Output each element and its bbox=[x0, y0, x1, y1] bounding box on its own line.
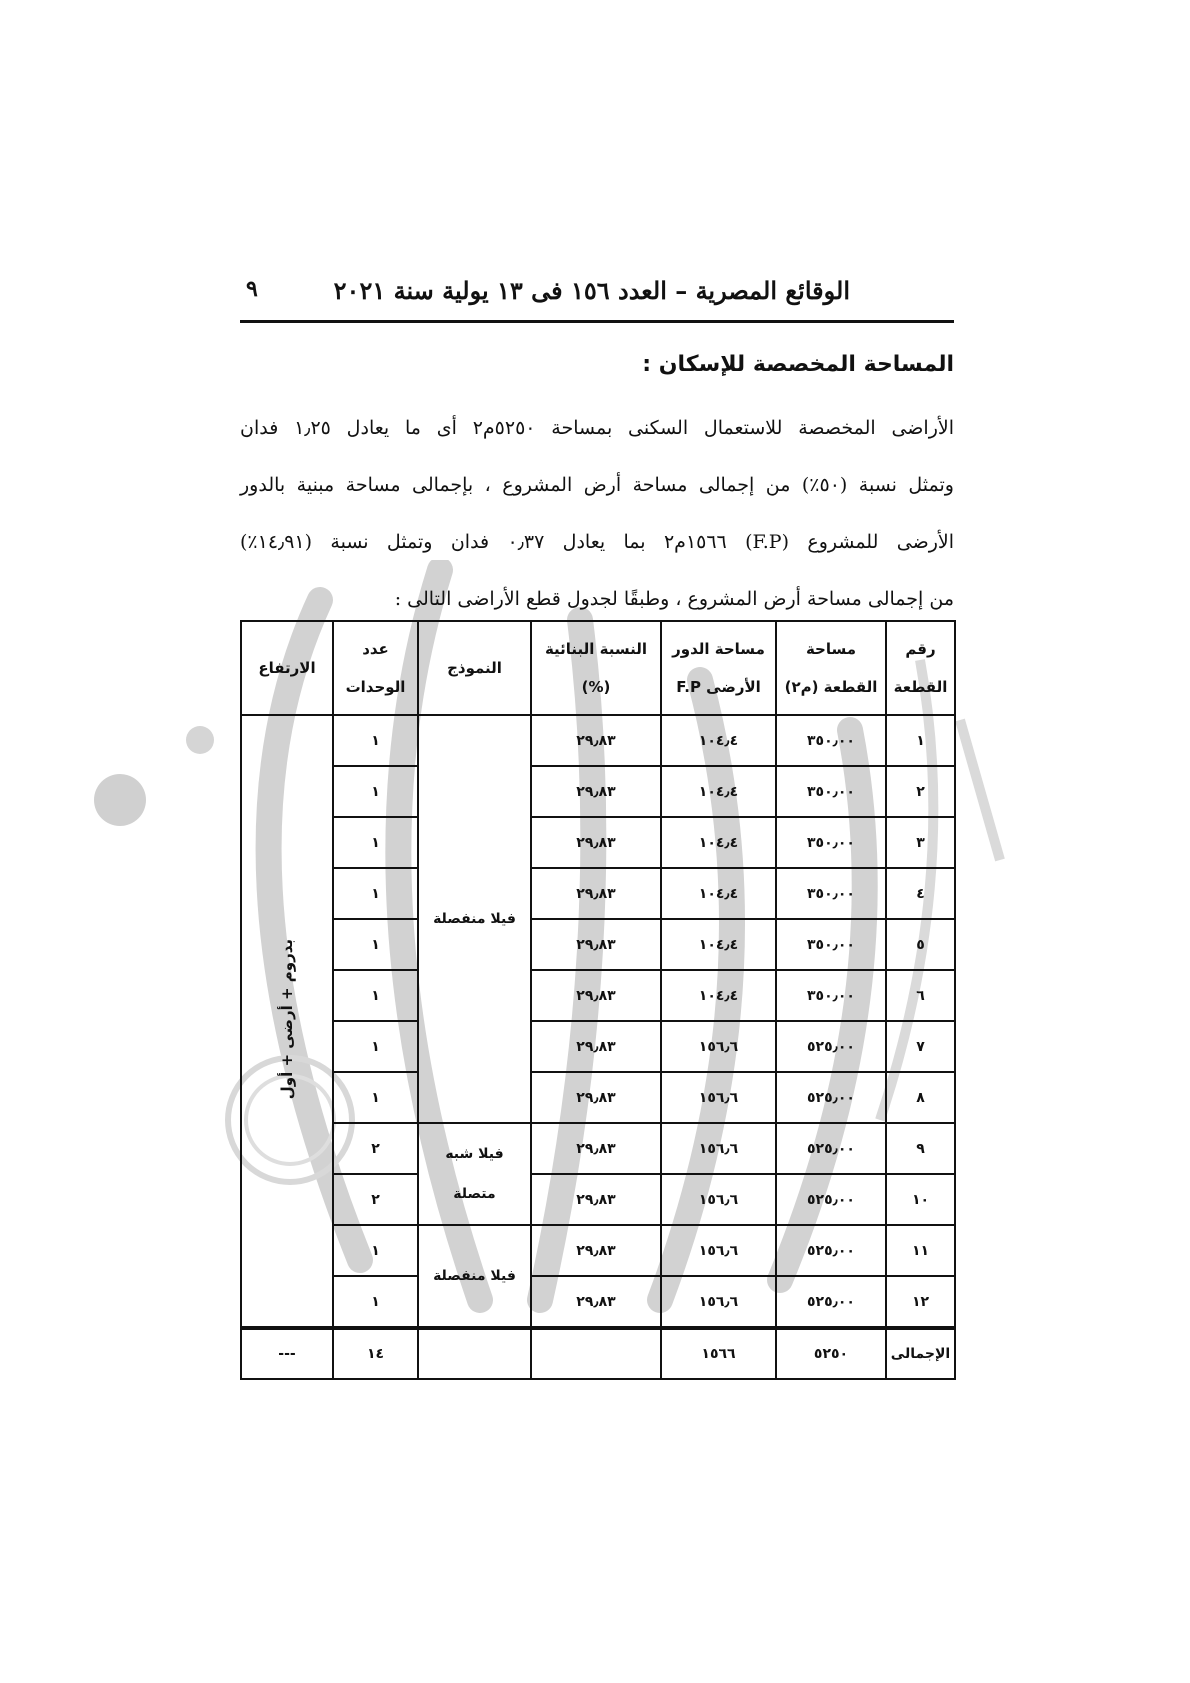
cell-ratio: ٢٩٫٨٣ bbox=[531, 868, 661, 919]
cell-units: ١ bbox=[333, 868, 418, 919]
cell-units: ١ bbox=[333, 970, 418, 1021]
cell-ratio: ٢٩٫٨٣ bbox=[531, 1174, 661, 1225]
header-building-ratio: النسبة البنائية (%) bbox=[531, 621, 661, 715]
cell-ground-area: ١٠٤٫٤ bbox=[661, 766, 776, 817]
page-header bbox=[240, 272, 954, 323]
table-row bbox=[241, 919, 955, 970]
cell-units: ١ bbox=[333, 715, 418, 766]
cell-ratio: ٢٩٫٨٣ bbox=[531, 1021, 661, 1072]
table-row bbox=[241, 970, 955, 1021]
paragraph-line: من إجمالى مساحة أرض المشروع ، وطبقًا لجدول قطع الأراضى التالى : bbox=[394, 588, 954, 610]
cell-plot-area: ٥٢٥٫٠٠ bbox=[776, 1276, 886, 1328]
paragraph-line: الأراضى المخصصة للاستعمال السكنى بمساحة ٥٢٥٠م٢ أى ما يعادل ١٫٢٥ فدان bbox=[240, 417, 954, 439]
cell-ground-area: ١٥٦٫٦ bbox=[661, 1225, 776, 1276]
cell-plot-number: ٥ bbox=[886, 919, 955, 970]
cell-units: ١ bbox=[333, 1276, 418, 1328]
cell-model-semi-detached: فيلا شبه متصلة bbox=[418, 1123, 531, 1225]
cell-units: ١ bbox=[333, 1225, 418, 1276]
cell-units: ١ bbox=[333, 1072, 418, 1123]
cell-units: ١ bbox=[333, 766, 418, 817]
cell-plot-number: ٤ bbox=[886, 868, 955, 919]
total-ground-area: ١٥٦٦ bbox=[661, 1328, 776, 1379]
cell-plot-number: ١ bbox=[886, 715, 955, 766]
cell-plot-number: ١٠ bbox=[886, 1174, 955, 1225]
cell-ratio: ٢٩٫٨٣ bbox=[531, 766, 661, 817]
cell-ratio: ٢٩٫٨٣ bbox=[531, 715, 661, 766]
header-ground-floor-area: مساحة الدور الأرضى F.P bbox=[661, 621, 776, 715]
table-row bbox=[241, 817, 955, 868]
cell-units: ٢ bbox=[333, 1123, 418, 1174]
cell-ground-area: ١٠٤٫٤ bbox=[661, 919, 776, 970]
cell-ratio: ٢٩٫٨٣ bbox=[531, 817, 661, 868]
cell-model-detached: فيلا منفصلة bbox=[418, 715, 531, 1123]
cell-ground-area: ١٠٤٫٤ bbox=[661, 970, 776, 1021]
cell-plot-area: ٣٥٠٫٠٠ bbox=[776, 715, 886, 766]
table-header-row bbox=[241, 621, 955, 715]
cell-height bbox=[241, 715, 333, 1328]
cell-ratio: ٢٩٫٨٣ bbox=[531, 1276, 661, 1328]
cell-units: ٢ bbox=[333, 1174, 418, 1225]
cell-ratio: ٢٩٫٨٣ bbox=[531, 1225, 661, 1276]
cell-units: ١ bbox=[333, 817, 418, 868]
header-height: الارتفاع bbox=[241, 621, 333, 715]
table-row bbox=[241, 868, 955, 919]
cell-plot-number: ١١ bbox=[886, 1225, 955, 1276]
cell-plot-number: ٩ bbox=[886, 1123, 955, 1174]
paragraph-line: الأرضى للمشروع (F.P) ١٥٦٦م٢ بما يعادل ٠٫٣٧ فدان وتمثل نسبة (١٤٫٩١٪) bbox=[240, 531, 955, 553]
total-model bbox=[418, 1328, 531, 1379]
table-row bbox=[241, 715, 955, 766]
total-units: ١٤ bbox=[333, 1328, 418, 1379]
height-value: بدروم + أرضى + أول bbox=[278, 938, 296, 1100]
table-row bbox=[241, 1072, 955, 1123]
table-row bbox=[241, 1174, 955, 1225]
cell-plot-number: ١٢ bbox=[886, 1276, 955, 1328]
section-title-text: المساحة المخصصة للإسكان bbox=[658, 352, 954, 377]
gazette-title: الوقائع المصرية – العدد ١٥٦ فى ١٣ يولية سنة ٢٠٢١ bbox=[333, 276, 850, 305]
cell-plot-area: ٣٥٠٫٠٠ bbox=[776, 868, 886, 919]
cell-units: ١ bbox=[333, 919, 418, 970]
cell-plot-area: ٥٢٥٫٠٠ bbox=[776, 1174, 886, 1225]
cell-ground-area: ١٥٦٫٦ bbox=[661, 1072, 776, 1123]
cell-ground-area: ١٥٦٫٦ bbox=[661, 1276, 776, 1328]
total-plot-area: ٥٢٥٠ bbox=[776, 1328, 886, 1379]
cell-ground-area: ١٠٤٫٤ bbox=[661, 715, 776, 766]
cell-ground-area: ١٠٤٫٤ bbox=[661, 817, 776, 868]
cell-ratio: ٢٩٫٨٣ bbox=[531, 1072, 661, 1123]
cell-ratio: ٢٩٫٨٣ bbox=[531, 1123, 661, 1174]
header-plot-number: رقم القطعة bbox=[886, 621, 955, 715]
cell-plot-area: ٥٢٥٫٠٠ bbox=[776, 1021, 886, 1072]
body-paragraph bbox=[240, 400, 954, 628]
header-units-count: عدد الوحدات bbox=[333, 621, 418, 715]
cell-plot-area: ٣٥٠٫٠٠ bbox=[776, 766, 886, 817]
table-row bbox=[241, 1276, 955, 1328]
cell-plot-area: ٣٥٠٫٠٠ bbox=[776, 970, 886, 1021]
header-model: النموذج bbox=[418, 621, 531, 715]
table-row bbox=[241, 766, 955, 817]
section-title-suffix: : bbox=[642, 352, 659, 377]
cell-ground-area: ١٠٤٫٤ bbox=[661, 868, 776, 919]
page-number: ٩ bbox=[246, 276, 258, 302]
table-row bbox=[241, 1123, 955, 1174]
cell-plot-number: ٣ bbox=[886, 817, 955, 868]
section-heading bbox=[642, 352, 954, 377]
cell-plot-number: ٧ bbox=[886, 1021, 955, 1072]
table-row bbox=[241, 1021, 955, 1072]
header-plot-area: مساحة القطعة (م٢) bbox=[776, 621, 886, 715]
table-row bbox=[241, 1225, 955, 1276]
cell-plot-number: ٢ bbox=[886, 766, 955, 817]
cell-units: ١ bbox=[333, 1021, 418, 1072]
cell-model-detached: فيلا منفصلة bbox=[418, 1225, 531, 1328]
cell-plot-area: ٥٢٥٫٠٠ bbox=[776, 1123, 886, 1174]
cell-plot-area: ٥٢٥٫٠٠ bbox=[776, 1225, 886, 1276]
land-plots-table bbox=[240, 620, 956, 1380]
total-label: الإجمالى bbox=[886, 1328, 955, 1379]
cell-plot-area: ٣٥٠٫٠٠ bbox=[776, 817, 886, 868]
cell-plot-number: ٨ bbox=[886, 1072, 955, 1123]
cell-plot-area: ٥٢٥٫٠٠ bbox=[776, 1072, 886, 1123]
table-total-row bbox=[241, 1328, 955, 1379]
cell-plot-area: ٣٥٠٫٠٠ bbox=[776, 919, 886, 970]
cell-ground-area: ١٥٦٫٦ bbox=[661, 1021, 776, 1072]
cell-plot-number: ٦ bbox=[886, 970, 955, 1021]
cell-ground-area: ١٥٦٫٦ bbox=[661, 1123, 776, 1174]
paragraph-line: وتمثل نسبة (٥٠٪) من إجمالى مساحة أرض المشروع ، بإجمالى مساحة مبنية بالدور bbox=[240, 474, 954, 496]
cell-ground-area: ١٥٦٫٦ bbox=[661, 1174, 776, 1225]
cell-ratio: ٢٩٫٨٣ bbox=[531, 919, 661, 970]
cell-ratio: ٢٩٫٨٣ bbox=[531, 970, 661, 1021]
total-ratio bbox=[531, 1328, 661, 1379]
total-height: --- bbox=[241, 1328, 333, 1379]
